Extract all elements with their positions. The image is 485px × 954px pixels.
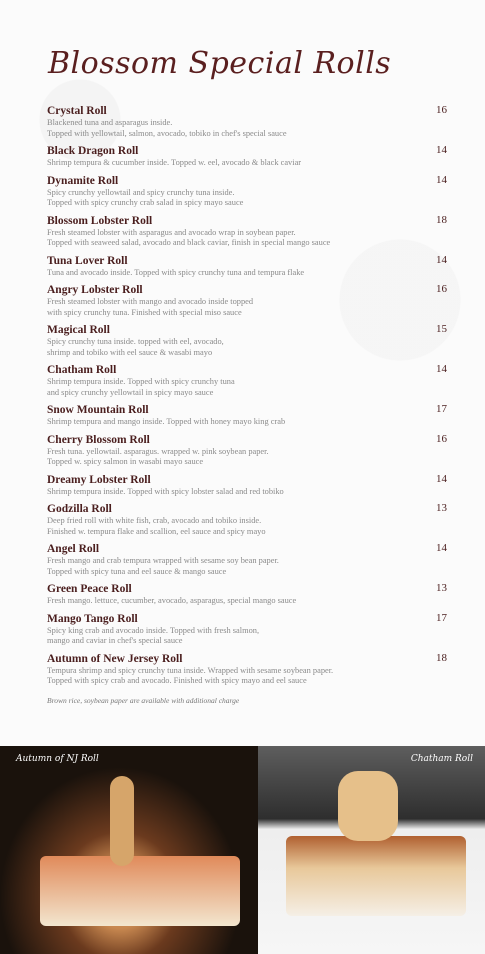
menu-item (47, 104, 447, 139)
item-name: Mango Tango Roll (47, 612, 138, 625)
item-description: Spicy crunchy tuna inside. topped with eel, avocado, shrimp and tobiko with eel sauce & wasabi mayo (47, 337, 224, 357)
item-name: Godzilla Roll (47, 503, 112, 515)
item-price: 16 (436, 104, 447, 116)
menu-item (47, 323, 447, 358)
item-price: 14 (436, 173, 447, 186)
item-description: Shrimp tempura inside. Topped with spicy lobster salad and red tobiko (47, 486, 284, 496)
item-name: Black Dragon Roll (47, 145, 139, 157)
menu-item (47, 502, 447, 537)
item-price: 15 (436, 323, 447, 335)
menu-item (47, 144, 447, 169)
item-description: Spicy king crab and avocado inside. Topped with fresh salmon, mango and caviar in chef's special sauce (47, 625, 260, 645)
item-name: Green Peace Roll (47, 583, 132, 595)
item-description: Shrimp tempura inside. Topped with spicy crunchy tuna and spicy crunchy yellowtail in spicy mayo sauce (47, 377, 235, 397)
item-price: 16 (436, 432, 447, 445)
item-name: Magical Roll (47, 324, 110, 336)
item-name: Chatham Roll (47, 364, 117, 376)
item-description: Deep fried roll with white fish, crab, avocado and tobiko inside. Finished w. tempura flake and scallion, eel sauce and spicy mayo (47, 516, 266, 536)
item-name: Blossom Lobster Roll (47, 214, 153, 227)
item-price: 14 (436, 144, 447, 156)
sushi-roll-shape (286, 836, 466, 916)
item-price: 13 (436, 502, 447, 514)
item-description: Blackened tuna and asparagus inside. Topped with yellowtail, salmon, avocado, tobiko in chef's special sauce (47, 118, 287, 138)
item-price: 14 (436, 253, 447, 266)
menu-item (47, 363, 447, 398)
footnote: Brown rice, soybean paper are available with additional charge (47, 696, 240, 705)
shrimp-shape (110, 776, 134, 866)
photo-strip (0, 746, 485, 954)
page-title: Blossom Special Rolls (48, 46, 392, 81)
autumn-roll-photo (0, 746, 260, 954)
item-name: Snow Mountain Roll (47, 404, 149, 416)
menu-list (47, 104, 447, 692)
menu-item (47, 473, 447, 498)
menu-item (47, 542, 447, 577)
item-name: Dynamite Roll (47, 174, 119, 187)
right-photo-caption: Chatham Roll (410, 754, 473, 764)
item-description: Fresh steamed lobster with mango and avocado inside topped with spicy crunchy tuna. Finished with special miso sauce (47, 297, 254, 317)
item-price: 18 (436, 651, 447, 664)
item-price: 17 (436, 611, 447, 624)
item-name: Cherry Blossom Roll (47, 433, 150, 446)
item-price: 13 (436, 582, 447, 594)
item-description: Tempura shrimp and spicy crunchy tuna inside. Wrapped with sesame soybean paper. Topped with spicy crab and avocado. Finished with spicy mayo and eel sauce (47, 665, 334, 685)
menu-item (47, 582, 447, 607)
item-description: Fresh steamed lobster with asparagus and avocado wrap in soybean paper. Topped with seaweed salad, avocado and black caviar, finish in special mango sauce (47, 227, 331, 247)
item-price: 17 (436, 403, 447, 415)
item-price: 14 (436, 472, 447, 485)
menu-item (47, 652, 447, 687)
menu-item (47, 283, 447, 318)
item-price: 14 (436, 542, 447, 554)
item-description: Tuna and avocado inside. Topped with spicy crunchy tuna and tempura flake (47, 267, 305, 277)
item-name: Crystal Roll (47, 105, 107, 117)
left-photo-caption: Autumn of NJ Roll (16, 754, 99, 764)
item-price: 16 (436, 283, 447, 295)
menu-item (47, 214, 447, 249)
shrimp-shape (338, 771, 398, 841)
item-name: Autumn of New Jersey Roll (47, 652, 183, 665)
item-description: Fresh mango and crab tempura wrapped with sesame soy bean paper. Topped with spicy tuna and eel sauce & mango sauce (47, 556, 279, 576)
item-description: Fresh mango. lettuce, cucumber, avocado, asparagus, special mango sauce (47, 596, 297, 605)
item-name: Tuna Lover Roll (47, 254, 128, 267)
menu-item (47, 403, 447, 428)
item-name: Angry Lobster Roll (47, 284, 143, 296)
item-price: 14 (436, 363, 447, 375)
item-description: Shrimp tempura and mango inside. Topped with honey mayo king crab (47, 417, 286, 426)
menu-item (47, 612, 447, 647)
menu-item (47, 433, 447, 468)
item-description: Shrimp tempura & cucumber inside. Topped w. eel, avocado & black caviar (47, 158, 302, 167)
item-name: Dreamy Lobster Roll (47, 473, 151, 486)
chatham-roll-photo (258, 746, 485, 954)
item-description: Fresh tuna. yellowtail. asparagus. wrapped w. pink soybean paper. Topped w. spicy salmon in wasabi mayo sauce (47, 446, 269, 466)
menu-item (47, 174, 447, 209)
item-price: 18 (436, 213, 447, 226)
item-name: Angel Roll (47, 543, 100, 555)
menu-item (47, 254, 447, 279)
sushi-roll-shape (40, 856, 240, 926)
item-description: Spicy crunchy yellowtail and spicy crunchy tuna inside. Topped with spicy crunchy crab salad in spicy mayo sauce (47, 187, 244, 207)
